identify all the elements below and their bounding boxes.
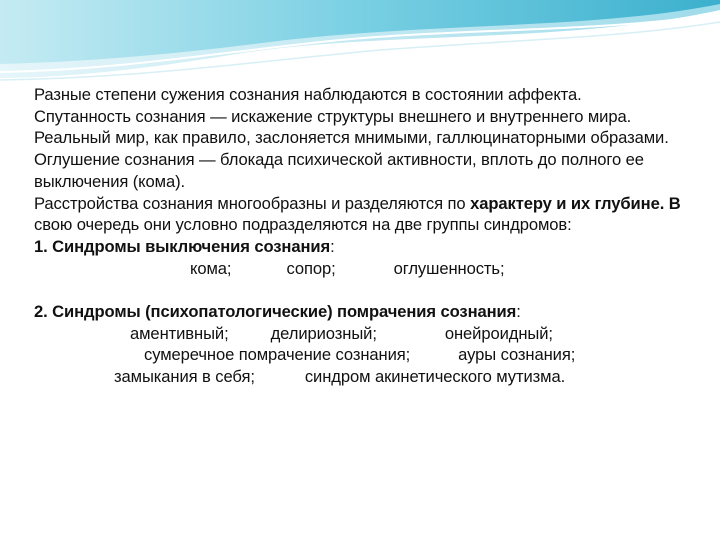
group2-item: сумеречное помрачение сознания;: [144, 345, 411, 365]
group2-items-row2: [34, 344, 694, 366]
group2-items-row3: [34, 366, 694, 388]
classification-text-1: Расстройства сознания многообразны и разделяются по: [34, 193, 471, 213]
classification-bold: характеру и их глубине. В: [470, 193, 681, 213]
group1-heading: [34, 236, 694, 258]
paragraph-stupor: Оглушение сознания — блокада психической активности, вплоть до полного ее выключения (кома).: [34, 150, 644, 191]
group2-item: замыкания в себя;: [114, 367, 255, 387]
group1-item: кома;: [190, 258, 232, 278]
spacer: [34, 279, 694, 301]
group1-items: [34, 258, 694, 280]
paragraph-affect: Разные степени сужения сознания наблюдаются в состоянии аффекта.: [34, 85, 582, 104]
paragraph-classification: [34, 193, 694, 236]
group1-item: сопор;: [286, 258, 336, 278]
group2-item: синдром акинетического мутизма.: [304, 367, 566, 387]
slide-body: [34, 84, 694, 388]
group2-items-row1: [34, 323, 694, 345]
group2-suffix: :: [516, 302, 521, 322]
group2-title: 2. Синдромы (психопатологические) помрачения сознания: [34, 302, 517, 322]
group1-suffix: :: [330, 236, 335, 256]
group2-item: ауры сознания;: [458, 345, 576, 365]
classification-text-2: свою очередь они условно подразделяются на две группы синдромов:: [34, 215, 572, 235]
group1-item: оглушенность;: [393, 258, 505, 278]
group1-title: 1. Синдромы выключения сознания: [34, 236, 331, 256]
group2-item: аментивный;: [130, 323, 229, 343]
header-wave-decoration: [0, 0, 720, 90]
paragraph-confusion: Спутанность сознания — искажение структуры внешнего и внутреннего мира. Реальный мир, как правило, заслоняется мнимыми, галлюцинаторными образами.: [34, 106, 669, 148]
group2-item: онейроидный;: [444, 323, 553, 343]
group2-item: делириозный;: [270, 323, 377, 343]
group2-heading: [34, 301, 694, 323]
